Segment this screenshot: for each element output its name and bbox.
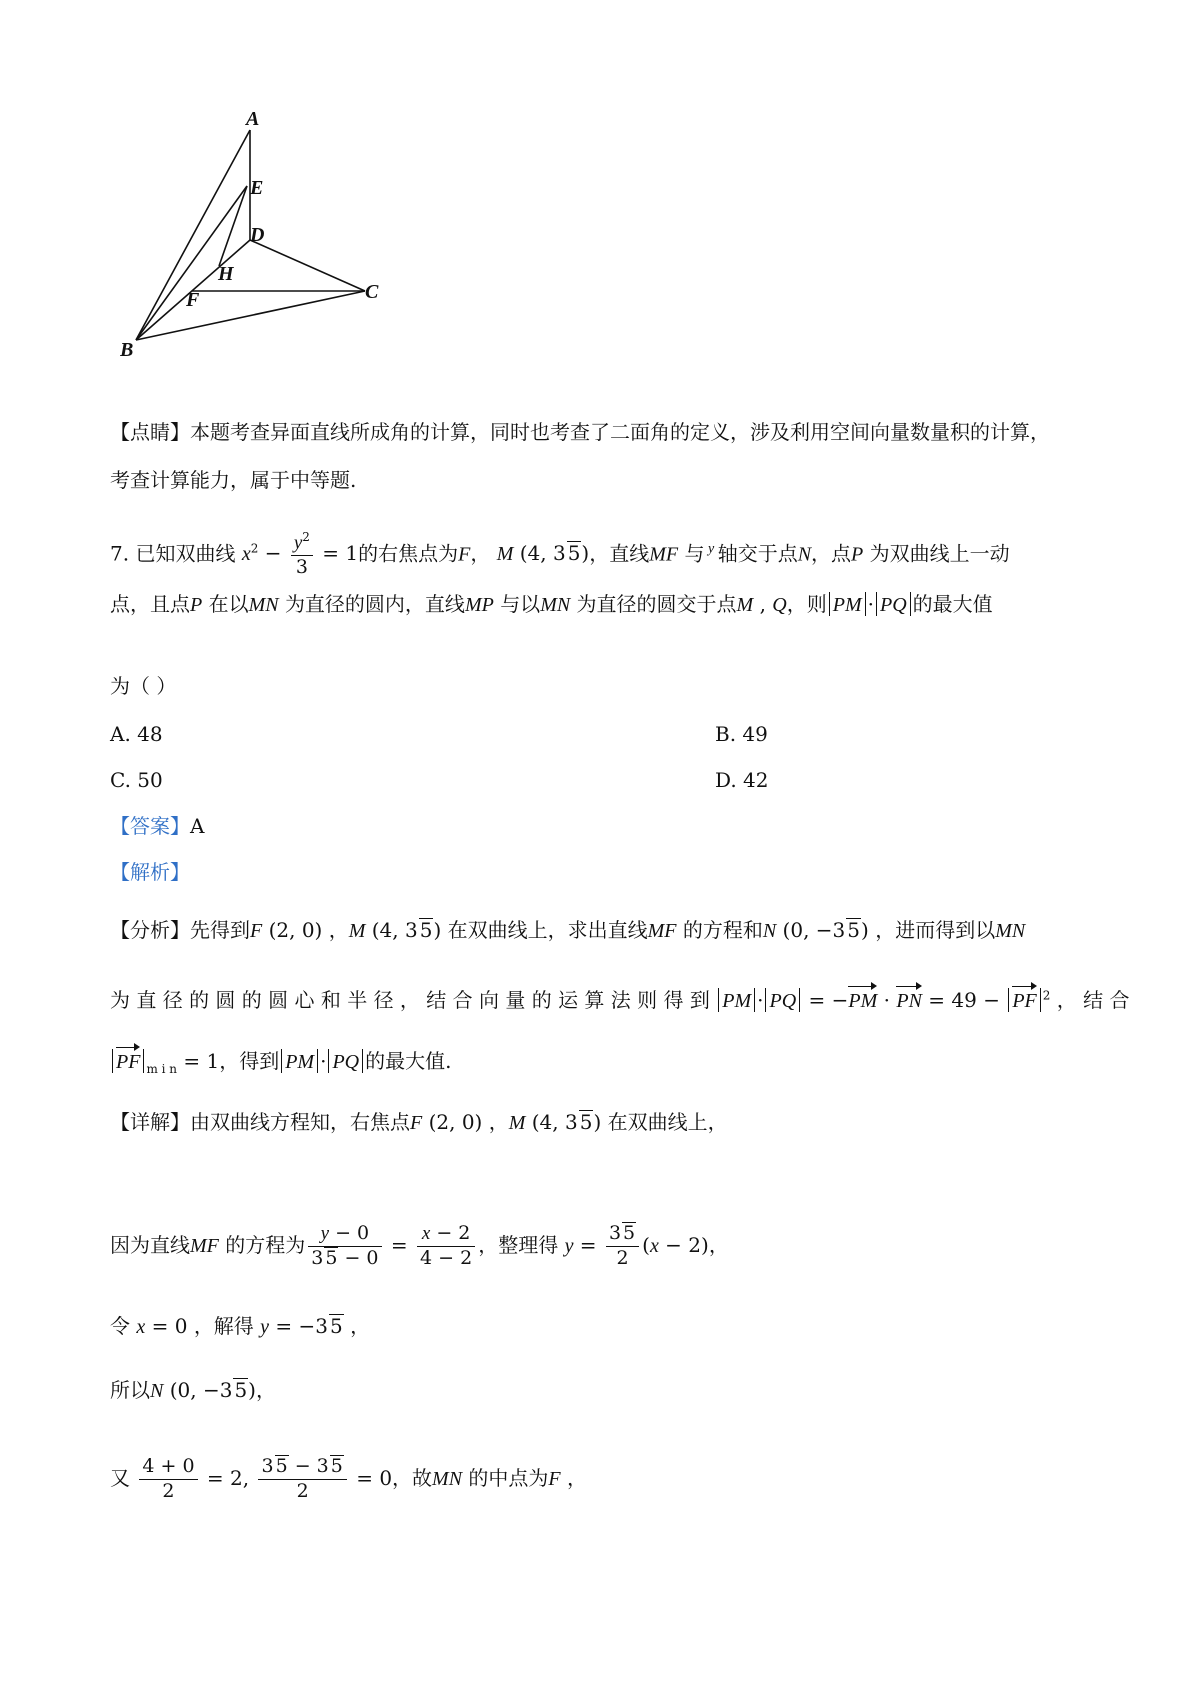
fenxi-line-1: 【分析】先得到F (2, 0) ，M (4, 3 5) 在双曲线上，求出直线MF 的方程和N (0, −3 5) ，进而得到以MN bbox=[110, 918, 1026, 942]
answer-value: A bbox=[190, 814, 205, 838]
hyperbola-equation: $x^2$ − $\frac{y^2}{3}$ = 1 bbox=[241, 530, 359, 579]
fenxi-tag: 【分析】 bbox=[110, 918, 190, 942]
edge-bc bbox=[136, 291, 365, 340]
detail-line-5: 又 $\frac{4 + 0}{2}$ = 2, $\frac{3 5 - 3 5}{2}$ = 0，故MN 的中点为F ， bbox=[110, 1455, 587, 1502]
geometry-figure bbox=[120, 108, 420, 368]
fenxi-line-3: PF $_{m i n}$ = 1，得到 PM · PQ 的最大值. bbox=[110, 1046, 452, 1075]
option-d: D. 42 bbox=[715, 768, 769, 792]
edge-dc bbox=[250, 240, 365, 291]
q7-line-3: 为（ ） bbox=[110, 674, 177, 698]
comment-text-1: 本题考查异面直线所成角的计算，同时也考查了二面角的定义，涉及利用空间向量数量积的计算， bbox=[190, 420, 1050, 444]
analysis-tag: 【解析】 bbox=[110, 860, 190, 884]
option-row-2 bbox=[110, 770, 1010, 790]
label-b: B bbox=[120, 339, 134, 361]
q7-line-1: 7. 已知双曲线 $x^2$ − $\frac{y^2}{3}$ = 1的右焦点为F， M (4, 3 5)，直线MF 与 $^y$ 轴交于点N，点P 为双曲线上一动 bbox=[110, 530, 1010, 579]
detail-tag: 【详解】 bbox=[110, 1110, 190, 1134]
label-d: D bbox=[250, 224, 265, 246]
label-a: A bbox=[246, 108, 260, 130]
answer-tag: 【答案】 bbox=[110, 814, 190, 838]
label-e: E bbox=[250, 177, 264, 199]
point-m: M (4, 3 5) bbox=[496, 541, 590, 566]
label-f: F bbox=[186, 289, 200, 311]
option-c: C. 50 bbox=[110, 768, 163, 792]
option-a: A. 48 bbox=[110, 722, 163, 746]
comment-line-1 bbox=[110, 422, 1050, 442]
comment-text-2: 考查计算能力，属于中等题. bbox=[110, 468, 357, 492]
product-expression: PM · PQ bbox=[827, 592, 913, 616]
min-pf: PF $_{m i n}$ = 1 bbox=[110, 1049, 219, 1073]
label-h: H bbox=[218, 263, 234, 285]
q7-line-2: 点，且点P 在以MN 为直径的圆内，直线MP 与以MN 为直径的圆交于点M , Q，则 PM · PQ 的最大值 bbox=[110, 592, 993, 616]
detail-line-1: 【详解】由双曲线方程知，右焦点F (2, 0) ，M (4, 3 5) 在双曲线上， bbox=[110, 1110, 728, 1134]
detail-line-3: 令 x = 0 ，解得 y = −3 5 ， bbox=[110, 1314, 371, 1338]
comment-tag: 【点睛】 bbox=[110, 420, 190, 444]
fenxi-line-2: 为 直 径 的 圆 的 圆 心 和 半 径 ， 结 合 向 量 的 运 算 法 则 得 到 PM · PQ = −PM · PN = 49 − PF $^2$ ， 结 合 bbox=[110, 985, 1129, 1011]
vector-identity: PM · PQ = −PM · PN = 49 − PF $^2$ bbox=[716, 988, 1050, 1012]
comment-line-2 bbox=[110, 470, 356, 490]
analysis-line bbox=[110, 862, 190, 882]
detail-line-2: 因为直线MF 的方程为 $\frac{y - 0}{3 5 - 0}$ = $\frac{x - 2}{4 - 2}$ ，整理得 y = $\frac{3 5}{2}$ (x − 2)， bbox=[110, 1222, 729, 1269]
answer-line bbox=[110, 816, 204, 836]
q7-lead: 7. 已知双曲线 bbox=[110, 541, 236, 566]
option-row-1 bbox=[110, 724, 1010, 744]
label-c: C bbox=[365, 281, 379, 303]
option-b: B. 49 bbox=[715, 722, 768, 746]
detail-line-4: 所以N (0, −3 5)， bbox=[110, 1378, 276, 1402]
